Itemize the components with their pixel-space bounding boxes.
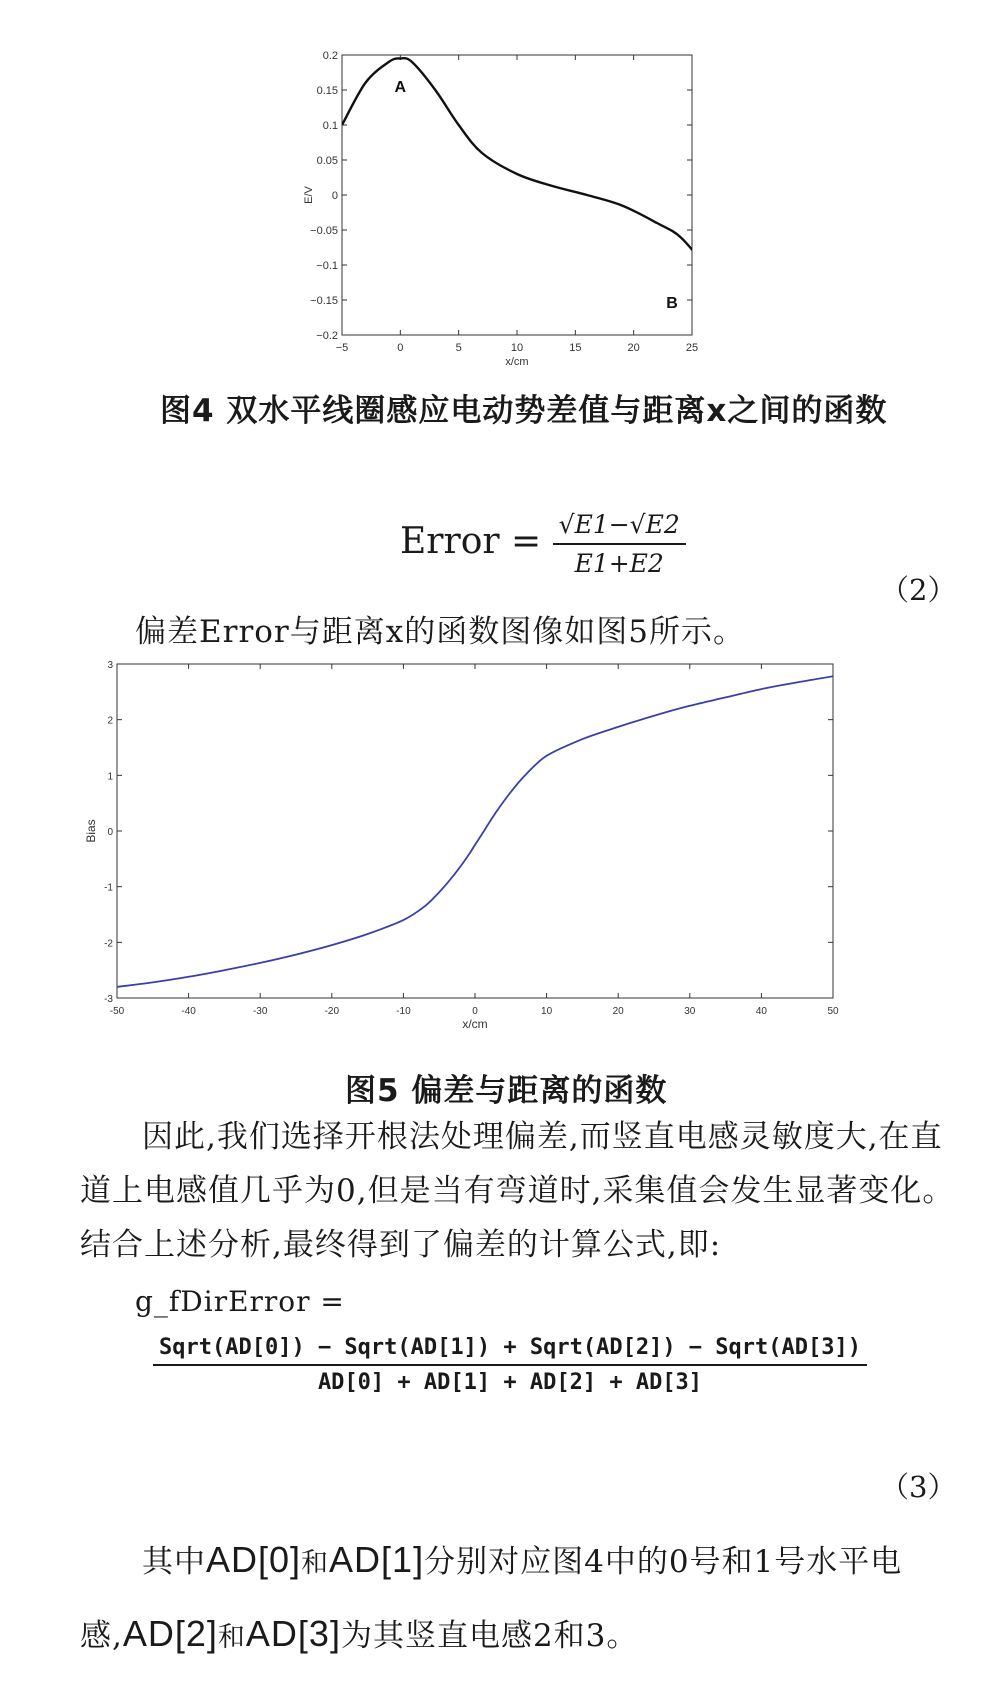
x-tick-label: -30 — [252, 1006, 268, 1017]
x-tick-label: 5 — [455, 342, 462, 354]
y-tick-label: −0.05 — [310, 225, 338, 237]
equation-2-numerator: √E1−√E2 — [553, 510, 686, 545]
para3-text-3: 分别对应图4中的0号和1号水平电感, — [80, 1544, 903, 1654]
equation-2-number: （2） — [880, 573, 957, 607]
equation-3-denominator: AD[0] + AD[1] + AD[2] + AD[3] — [317, 1370, 703, 1395]
x-tick-label: 0 — [472, 1006, 478, 1017]
x-tick-label: 20 — [612, 1006, 624, 1017]
series-line — [342, 58, 780, 331]
y-tick-label: -3 — [104, 994, 113, 1005]
equation-3-lhs: g_fDirError = — [135, 1285, 345, 1318]
y-tick-label: 0.05 — [316, 155, 338, 167]
equation-2 — [400, 510, 686, 578]
para3-text-1: 其中 — [142, 1544, 206, 1580]
y-tick-label: 0 — [107, 827, 113, 838]
y-tick-label: -1 — [104, 882, 113, 894]
y-tick-label: 0.15 — [316, 85, 338, 97]
ad0-term: AD[0] — [206, 1539, 302, 1580]
ad3-term: AD[3] — [245, 1613, 341, 1654]
x-tick-label: -10 — [396, 1006, 411, 1017]
y-tick-label: 0 — [331, 190, 338, 202]
ad1-term: AD[1] — [329, 1539, 425, 1580]
para3-text-2: 和 — [301, 1548, 330, 1579]
x-tick-label: -40 — [181, 1006, 196, 1017]
equation-3-number: （3） — [880, 1470, 957, 1504]
y-tick-label: -2 — [104, 938, 113, 950]
x-tick-label: -50 — [109, 1006, 125, 1017]
x-tick-label: 40 — [755, 1006, 767, 1017]
annotation-label: A — [394, 79, 407, 96]
annotation-label: B — [666, 295, 678, 312]
x-tick-label: −5 — [335, 342, 349, 354]
x-tick-label: 25 — [685, 342, 699, 354]
x-tick-label: 20 — [627, 342, 640, 354]
paragraph-2: 因此,我们选择开根法处理偏差,而竖直电感灵敏度大,在直道上电感值几乎为0,但是当有弯道时,采集值会发生显著变化。结合上述分析,最终得到了偏差的计算公式,即: — [80, 1119, 955, 1263]
y-tick-label: 3 — [107, 660, 113, 671]
x-tick-label: 50 — [827, 1006, 839, 1017]
figure-4-caption: 图4 双水平线圈感应电动势差值与距离x之间的函数 — [160, 393, 888, 429]
equation-3-numerator: Sqrt(AD[0]) − Sqrt(AD[1]) + Sqrt(AD[2]) − Sqrt(AD[3]) — [153, 1335, 867, 1366]
x-tick-label: 0 — [397, 342, 404, 354]
y-tick-label: 2 — [107, 715, 113, 727]
x-tick-label: -20 — [324, 1006, 340, 1017]
para3-text-5: 为其竖直电感2和3。 — [340, 1618, 639, 1654]
y-tick-label: −0.1 — [316, 260, 338, 272]
y-tick-label: 0.2 — [322, 50, 338, 62]
paragraph-3 — [80, 1525, 960, 1673]
y-tick-label: 1 — [107, 771, 113, 783]
plot-frame — [342, 55, 692, 335]
x-axis-label: x/cm — [505, 356, 529, 368]
figure-4-chart — [300, 40, 780, 410]
ad2-term: AD[2] — [122, 1613, 218, 1654]
equation-2-denominator: E1+E2 — [574, 549, 664, 578]
equation-2-lhs: Error = — [400, 521, 542, 562]
x-tick-label: 15 — [569, 342, 582, 354]
y-tick-label: −0.15 — [310, 295, 338, 307]
y-axis-label: E/V — [303, 186, 315, 204]
y-axis-label: Bias — [84, 819, 98, 843]
equation-3 — [120, 1335, 900, 1395]
paragraph-1: 偏差Error与距离x的函数图像如图5所示。 — [135, 614, 745, 650]
para3-text-4: 和 — [217, 1622, 246, 1653]
x-tick-label: 30 — [684, 1006, 696, 1017]
y-tick-label: −0.2 — [316, 330, 338, 342]
plot-frame — [117, 664, 833, 998]
y-tick-label: 0.1 — [322, 120, 338, 132]
figure-5-caption: 图5 偏差与距离的函数 — [345, 1073, 668, 1109]
x-tick-label: 10 — [541, 1006, 553, 1017]
x-tick-label: 10 — [510, 342, 524, 354]
series-line — [117, 676, 833, 987]
x-axis-label: x/cm — [462, 1017, 488, 1031]
figure-5-chart — [80, 660, 920, 1060]
